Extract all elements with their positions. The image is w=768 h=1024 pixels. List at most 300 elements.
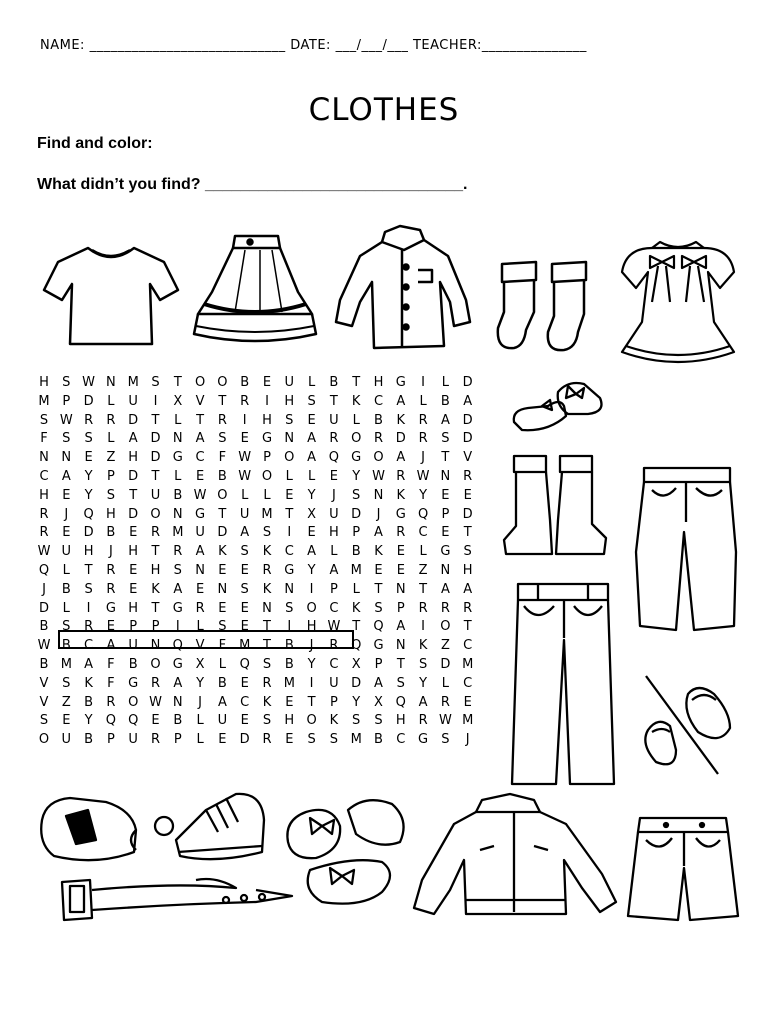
grid-letter[interactable]: A: [84, 657, 94, 672]
grid-letter[interactable]: S: [218, 431, 227, 447]
grid-letter[interactable]: R: [373, 431, 384, 447]
grid-letter[interactable]: T: [374, 581, 383, 597]
grid-letter[interactable]: B: [39, 657, 49, 672]
grid-letter[interactable]: R: [240, 393, 250, 409]
grid-letter[interactable]: E: [240, 431, 249, 447]
grid-letter[interactable]: A: [307, 450, 317, 466]
grid-letter[interactable]: N: [373, 487, 384, 503]
grid-letter[interactable]: R: [418, 600, 428, 616]
grid-letter[interactable]: L: [307, 469, 316, 484]
grid-letter[interactable]: O: [284, 450, 295, 466]
grid-letter[interactable]: E: [195, 581, 205, 597]
grid-letter[interactable]: G: [261, 431, 273, 447]
grid-letter[interactable]: X: [351, 657, 361, 672]
grid-letter[interactable]: M: [350, 732, 362, 748]
grid-letter[interactable]: E: [463, 694, 472, 710]
grid-letter[interactable]: T: [329, 393, 338, 409]
grid-letter[interactable]: T: [307, 694, 316, 710]
grid-letter[interactable]: A: [396, 393, 406, 409]
grid-letter[interactable]: E: [374, 563, 383, 578]
grid-letter[interactable]: F: [40, 431, 48, 447]
grid-letter[interactable]: W: [416, 469, 430, 484]
grid-letter[interactable]: H: [150, 563, 161, 578]
grid-letter[interactable]: K: [351, 393, 361, 409]
grid-letter[interactable]: A: [374, 525, 383, 541]
grid-letter[interactable]: K: [84, 675, 93, 691]
grid-letter[interactable]: J: [465, 732, 470, 748]
grid-letter[interactable]: R: [106, 581, 116, 597]
grid-letter[interactable]: E: [218, 600, 227, 616]
grid-letter[interactable]: L: [307, 375, 316, 390]
grid-letter[interactable]: H: [39, 375, 49, 390]
grid-letter[interactable]: U: [128, 393, 138, 409]
grid-letter[interactable]: S: [418, 657, 428, 672]
grid-letter[interactable]: E: [441, 525, 450, 541]
grid-letter[interactable]: S: [441, 431, 450, 447]
grid-letter[interactable]: G: [195, 506, 206, 522]
grid-letter[interactable]: R: [173, 544, 183, 560]
grid-letter[interactable]: A: [128, 431, 138, 447]
grid-letter[interactable]: Q: [239, 657, 250, 672]
grid-letter[interactable]: L: [352, 412, 360, 428]
grid-letter[interactable]: I: [175, 619, 180, 635]
grid-letter[interactable]: A: [217, 694, 227, 710]
grid-letter[interactable]: B: [217, 469, 227, 484]
grid-letter[interactable]: P: [62, 393, 71, 409]
grid-letter[interactable]: S: [106, 487, 116, 503]
grid-letter[interactable]: M: [462, 713, 474, 729]
grid-letter[interactable]: G: [373, 638, 384, 654]
grid-letter[interactable]: N: [172, 431, 183, 447]
grid-letter[interactable]: J: [198, 694, 203, 710]
grid-letter[interactable]: I: [421, 375, 426, 390]
grid-letter[interactable]: G: [440, 544, 451, 560]
grid-letter[interactable]: A: [240, 525, 250, 541]
grid-letter[interactable]: O: [194, 375, 206, 390]
grid-letter[interactable]: D: [239, 732, 250, 748]
grid-letter[interactable]: B: [61, 638, 71, 654]
grid-letter[interactable]: H: [128, 544, 139, 560]
date-field[interactable]: ___/___/___: [335, 38, 409, 53]
grid-letter[interactable]: P: [106, 732, 115, 748]
grid-letter[interactable]: D: [150, 431, 161, 447]
grid-letter[interactable]: Y: [419, 487, 428, 503]
grid-letter[interactable]: I: [287, 619, 292, 635]
jacket-icon[interactable]: [410, 790, 620, 920]
grid-letter[interactable]: M: [350, 563, 362, 578]
grid-letter[interactable]: W: [327, 619, 341, 635]
grid-letter[interactable]: I: [265, 393, 269, 409]
grid-letter[interactable]: E: [307, 412, 316, 428]
grid-letter[interactable]: C: [373, 393, 384, 409]
grid-letter[interactable]: T: [218, 393, 227, 409]
grid-letter[interactable]: O: [440, 619, 451, 635]
grid-letter[interactable]: B: [84, 732, 94, 748]
grid-letter[interactable]: F: [218, 638, 227, 654]
grid-letter[interactable]: E: [218, 563, 227, 578]
grid-letter[interactable]: R: [106, 412, 116, 428]
grid-letter[interactable]: S: [218, 619, 227, 635]
grid-letter[interactable]: E: [62, 713, 71, 729]
grid-letter[interactable]: R: [150, 525, 161, 541]
grid-letter[interactable]: R: [396, 469, 406, 484]
grid-letter[interactable]: U: [128, 638, 138, 654]
grid-letter[interactable]: Q: [373, 619, 384, 635]
grid-letter[interactable]: T: [352, 619, 361, 635]
grid-letter[interactable]: D: [395, 431, 406, 447]
grid-letter[interactable]: M: [60, 657, 72, 672]
grid-letter[interactable]: C: [463, 638, 473, 654]
grid-letter[interactable]: L: [241, 487, 249, 503]
grid-letter[interactable]: O: [306, 713, 317, 729]
grid-letter[interactable]: I: [153, 393, 158, 409]
grid-letter[interactable]: N: [39, 450, 49, 466]
socks-icon[interactable]: [492, 258, 602, 353]
grid-letter[interactable]: T: [84, 563, 93, 578]
grid-letter[interactable]: U: [284, 375, 295, 390]
grid-letter[interactable]: S: [329, 732, 339, 748]
grid-letter[interactable]: Y: [307, 657, 316, 672]
grid-letter[interactable]: G: [128, 675, 139, 691]
grid-letter[interactable]: L: [263, 487, 271, 503]
grid-letter[interactable]: S: [62, 675, 71, 691]
grid-letter[interactable]: B: [374, 412, 383, 428]
grid-letter[interactable]: R: [39, 525, 49, 541]
grid-letter[interactable]: H: [128, 450, 139, 466]
grid-letter[interactable]: L: [174, 412, 182, 428]
grid-letter[interactable]: A: [195, 431, 205, 447]
grid-letter[interactable]: E: [84, 450, 93, 466]
sneakers-icon[interactable]: [36, 780, 266, 872]
grid-letter[interactable]: R: [418, 713, 428, 729]
grid-letter[interactable]: D: [128, 469, 139, 484]
grid-letter[interactable]: E: [218, 732, 227, 748]
grid-letter[interactable]: D: [150, 450, 161, 466]
shoes-icon[interactable]: [508, 372, 608, 438]
grid-letter[interactable]: N: [262, 600, 272, 616]
grid-letter[interactable]: A: [440, 581, 450, 597]
grid-letter[interactable]: T: [441, 450, 450, 466]
grid-letter[interactable]: O: [217, 487, 228, 503]
grid-letter[interactable]: N: [440, 469, 451, 484]
grid-letter[interactable]: N: [284, 581, 295, 597]
grid-letter[interactable]: C: [240, 694, 250, 710]
grid-letter[interactable]: S: [262, 525, 272, 541]
grid-letter[interactable]: S: [84, 581, 93, 597]
grid-letter[interactable]: Q: [417, 506, 429, 522]
grid-letter[interactable]: B: [284, 638, 294, 654]
grid-letter[interactable]: D: [462, 506, 473, 522]
grid-letter[interactable]: N: [150, 638, 161, 654]
name-field[interactable]: ____________________________: [89, 38, 286, 53]
grid-letter[interactable]: S: [352, 487, 361, 503]
grid-letter[interactable]: O: [261, 469, 273, 484]
grid-letter[interactable]: L: [218, 657, 227, 672]
grid-letter[interactable]: S: [39, 412, 49, 428]
grid-letter[interactable]: V: [39, 694, 49, 710]
grid-letter[interactable]: C: [329, 600, 339, 616]
grid-letter[interactable]: Y: [352, 469, 361, 484]
grid-letter[interactable]: S: [240, 581, 249, 597]
grid-letter[interactable]: R: [418, 412, 428, 428]
grid-letter[interactable]: S: [463, 544, 472, 560]
grid-letter[interactable]: P: [396, 600, 405, 616]
grid-letter[interactable]: O: [373, 450, 384, 466]
grid-letter[interactable]: G: [418, 732, 429, 748]
grid-letter[interactable]: T: [263, 619, 271, 635]
grid-letter[interactable]: Y: [84, 487, 93, 503]
grid-letter[interactable]: O: [351, 431, 362, 447]
grid-letter[interactable]: H: [462, 563, 473, 578]
grid-letter[interactable]: C: [418, 525, 428, 541]
grid-letter[interactable]: T: [151, 544, 160, 560]
grid-letter[interactable]: R: [217, 412, 227, 428]
grid-letter[interactable]: E: [62, 525, 71, 541]
grid-letter[interactable]: W: [59, 412, 73, 428]
grid-letter[interactable]: D: [83, 525, 94, 541]
grid-letter[interactable]: T: [151, 600, 160, 616]
grid-letter[interactable]: Z: [440, 638, 450, 654]
grid-letter[interactable]: L: [285, 469, 293, 484]
grid-letter[interactable]: P: [441, 506, 450, 522]
grid-letter[interactable]: X: [173, 393, 183, 409]
grid-letter[interactable]: J: [421, 450, 426, 466]
grid-letter[interactable]: W: [37, 638, 51, 654]
grid-letter[interactable]: B: [374, 732, 383, 748]
shorts-icon[interactable]: [624, 812, 742, 924]
grid-letter[interactable]: B: [61, 581, 71, 597]
grid-letter[interactable]: O: [38, 732, 50, 748]
grid-letter[interactable]: D: [38, 600, 49, 616]
grid-letter[interactable]: G: [284, 563, 295, 578]
grid-letter[interactable]: L: [62, 563, 70, 578]
teacher-field[interactable]: _______________: [481, 38, 587, 53]
grid-letter[interactable]: E: [285, 694, 294, 710]
grid-letter[interactable]: P: [173, 732, 182, 748]
grid-letter[interactable]: C: [396, 732, 406, 748]
grid-letter[interactable]: P: [106, 469, 115, 484]
grid-letter[interactable]: A: [106, 638, 116, 654]
grid-letter[interactable]: N: [195, 563, 205, 578]
grid-letter[interactable]: U: [329, 506, 339, 522]
grid-letter[interactable]: B: [351, 544, 361, 560]
grid-letter[interactable]: S: [374, 600, 383, 616]
grid-letter[interactable]: L: [352, 581, 360, 597]
grid-letter[interactable]: U: [239, 506, 250, 522]
grid-letter[interactable]: E: [106, 619, 115, 635]
grid-letter[interactable]: R: [106, 563, 116, 578]
grid-letter[interactable]: E: [240, 563, 249, 578]
grid-letter[interactable]: S: [307, 393, 316, 409]
grid-letter[interactable]: R: [418, 431, 428, 447]
grid-letter[interactable]: Q: [83, 506, 94, 522]
grid-letter[interactable]: W: [372, 469, 385, 484]
grid-letter[interactable]: C: [195, 450, 205, 466]
grid-letter[interactable]: S: [62, 619, 71, 635]
grid-letter[interactable]: G: [351, 450, 362, 466]
question-line[interactable]: What didn’t you find? _____________________________.: [37, 176, 468, 193]
grid-letter[interactable]: P: [329, 694, 338, 710]
grid-letter[interactable]: E: [195, 469, 205, 484]
grid-letter[interactable]: C: [284, 544, 294, 560]
grid-letter[interactable]: E: [463, 487, 472, 503]
grid-letter[interactable]: J: [376, 506, 381, 522]
grid-letter[interactable]: M: [172, 525, 184, 541]
grid-letter[interactable]: N: [395, 638, 406, 654]
grid-letter[interactable]: B: [217, 675, 227, 691]
grid-letter[interactable]: T: [463, 525, 472, 541]
grid-letter[interactable]: P: [329, 581, 338, 597]
grid-letter[interactable]: A: [440, 412, 450, 428]
grid-letter[interactable]: K: [262, 694, 272, 710]
grid-letter[interactable]: E: [441, 487, 450, 503]
grid-letter[interactable]: Y: [307, 563, 316, 578]
grid-letter[interactable]: G: [395, 375, 406, 390]
grid-letter[interactable]: H: [284, 393, 295, 409]
grid-letter[interactable]: G: [172, 657, 183, 672]
grid-letter[interactable]: T: [419, 581, 428, 597]
grid-letter[interactable]: J: [309, 638, 314, 654]
grid-letter[interactable]: G: [105, 600, 116, 616]
grid-letter[interactable]: W: [37, 544, 51, 560]
grid-letter[interactable]: N: [172, 694, 183, 710]
grid-letter[interactable]: D: [462, 412, 473, 428]
grid-letter[interactable]: W: [438, 713, 452, 729]
grid-letter[interactable]: L: [174, 469, 182, 484]
grid-letter[interactable]: W: [238, 469, 252, 484]
grid-letter[interactable]: P: [352, 525, 361, 541]
grid-letter[interactable]: S: [374, 713, 383, 729]
belt-icon[interactable]: [56, 872, 296, 924]
grid-letter[interactable]: R: [150, 732, 161, 748]
grid-letter[interactable]: V: [195, 638, 205, 654]
grid-letter[interactable]: B: [173, 713, 183, 729]
grid-letter[interactable]: C: [39, 469, 49, 484]
grid-letter[interactable]: N: [440, 563, 451, 578]
grid-letter[interactable]: Z: [61, 694, 71, 710]
grid-letter[interactable]: L: [107, 431, 115, 447]
grid-letter[interactable]: E: [240, 713, 249, 729]
grid-letter[interactable]: W: [149, 694, 162, 710]
grid-letter[interactable]: R: [440, 600, 450, 616]
grid-letter[interactable]: O: [217, 375, 228, 390]
grid-letter[interactable]: E: [240, 675, 249, 691]
grid-letter[interactable]: B: [284, 657, 294, 672]
grid-letter[interactable]: L: [330, 544, 338, 560]
grid-letter[interactable]: B: [39, 619, 49, 635]
grid-letter[interactable]: B: [106, 525, 116, 541]
grid-letter[interactable]: S: [441, 732, 450, 748]
grid-letter[interactable]: E: [240, 600, 249, 616]
grid-letter[interactable]: A: [173, 675, 183, 691]
grid-letter[interactable]: A: [307, 544, 317, 560]
grid-letter[interactable]: L: [441, 675, 450, 691]
grid-letter[interactable]: R: [106, 694, 116, 710]
grid-letter[interactable]: E: [129, 525, 138, 541]
grid-letter[interactable]: S: [285, 600, 294, 616]
grid-letter[interactable]: B: [440, 393, 450, 409]
grid-letter[interactable]: A: [463, 393, 473, 409]
grid-letter[interactable]: P: [129, 619, 138, 635]
grid-letter[interactable]: S: [84, 431, 93, 447]
grid-letter[interactable]: L: [196, 713, 204, 729]
grid-letter[interactable]: N: [284, 431, 295, 447]
grid-letter[interactable]: W: [82, 375, 96, 390]
grid-letter[interactable]: S: [39, 713, 49, 729]
grid-letter[interactable]: O: [306, 600, 317, 616]
grid-letter[interactable]: D: [351, 675, 362, 691]
grid-letter[interactable]: J: [64, 506, 69, 522]
grid-letter[interactable]: O: [150, 657, 161, 672]
grid-letter[interactable]: S: [352, 713, 361, 729]
grid-letter[interactable]: N: [395, 581, 406, 597]
grid-letter[interactable]: T: [151, 412, 160, 428]
grid-letter[interactable]: Q: [38, 563, 50, 578]
grid-letter[interactable]: J: [108, 544, 113, 560]
grid-letter[interactable]: R: [150, 675, 161, 691]
grid-letter[interactable]: M: [283, 675, 295, 691]
grid-letter[interactable]: E: [329, 469, 338, 484]
grid-letter[interactable]: S: [262, 713, 272, 729]
trousers-icon[interactable]: [630, 462, 742, 634]
grid-letter[interactable]: R: [84, 412, 94, 428]
shirt-icon[interactable]: [330, 222, 478, 354]
grid-letter[interactable]: K: [218, 544, 227, 560]
grid-letter[interactable]: U: [61, 732, 72, 748]
grid-letter[interactable]: E: [129, 581, 138, 597]
grid-letter[interactable]: M: [462, 657, 474, 672]
grid-letter[interactable]: U: [61, 544, 72, 560]
grid-letter[interactable]: B: [329, 375, 339, 390]
grid-letter[interactable]: A: [173, 581, 183, 597]
grid-letter[interactable]: R: [329, 431, 339, 447]
grid-letter[interactable]: E: [240, 619, 249, 635]
grid-letter[interactable]: V: [39, 675, 49, 691]
grid-letter[interactable]: T: [285, 506, 294, 522]
grid-letter[interactable]: K: [262, 581, 272, 597]
grid-letter[interactable]: Y: [196, 675, 205, 691]
grid-letter[interactable]: S: [62, 431, 71, 447]
grid-letter[interactable]: W: [238, 450, 252, 466]
grid-letter[interactable]: D: [462, 431, 473, 447]
grid-letter[interactable]: I: [287, 525, 292, 541]
grid-letter[interactable]: A: [329, 563, 339, 578]
grid-letter[interactable]: Y: [352, 694, 361, 710]
grid-letter[interactable]: E: [396, 563, 405, 578]
grid-letter[interactable]: B: [84, 694, 94, 710]
grid-letter[interactable]: T: [129, 487, 138, 503]
grid-letter[interactable]: L: [441, 375, 450, 390]
skirt-icon[interactable]: [190, 230, 320, 348]
grid-letter[interactable]: C: [329, 657, 339, 672]
grid-letter[interactable]: D: [128, 506, 139, 522]
slippers-icon[interactable]: [636, 670, 742, 780]
grid-letter[interactable]: S: [396, 675, 405, 691]
grid-letter[interactable]: I: [242, 412, 247, 428]
grid-letter[interactable]: K: [374, 544, 383, 560]
grid-letter[interactable]: E: [62, 487, 71, 503]
grid-letter[interactable]: A: [307, 431, 317, 447]
grid-letter[interactable]: E: [307, 525, 316, 541]
grid-letter[interactable]: R: [39, 506, 49, 522]
grid-letter[interactable]: H: [262, 412, 272, 428]
grid-letter[interactable]: K: [418, 638, 428, 654]
grid-letter[interactable]: O: [150, 506, 161, 522]
grid-letter[interactable]: I: [309, 581, 314, 597]
grid-letter[interactable]: U: [195, 525, 205, 541]
grid-letter[interactable]: H: [373, 375, 384, 390]
grid-letter[interactable]: A: [396, 619, 406, 635]
